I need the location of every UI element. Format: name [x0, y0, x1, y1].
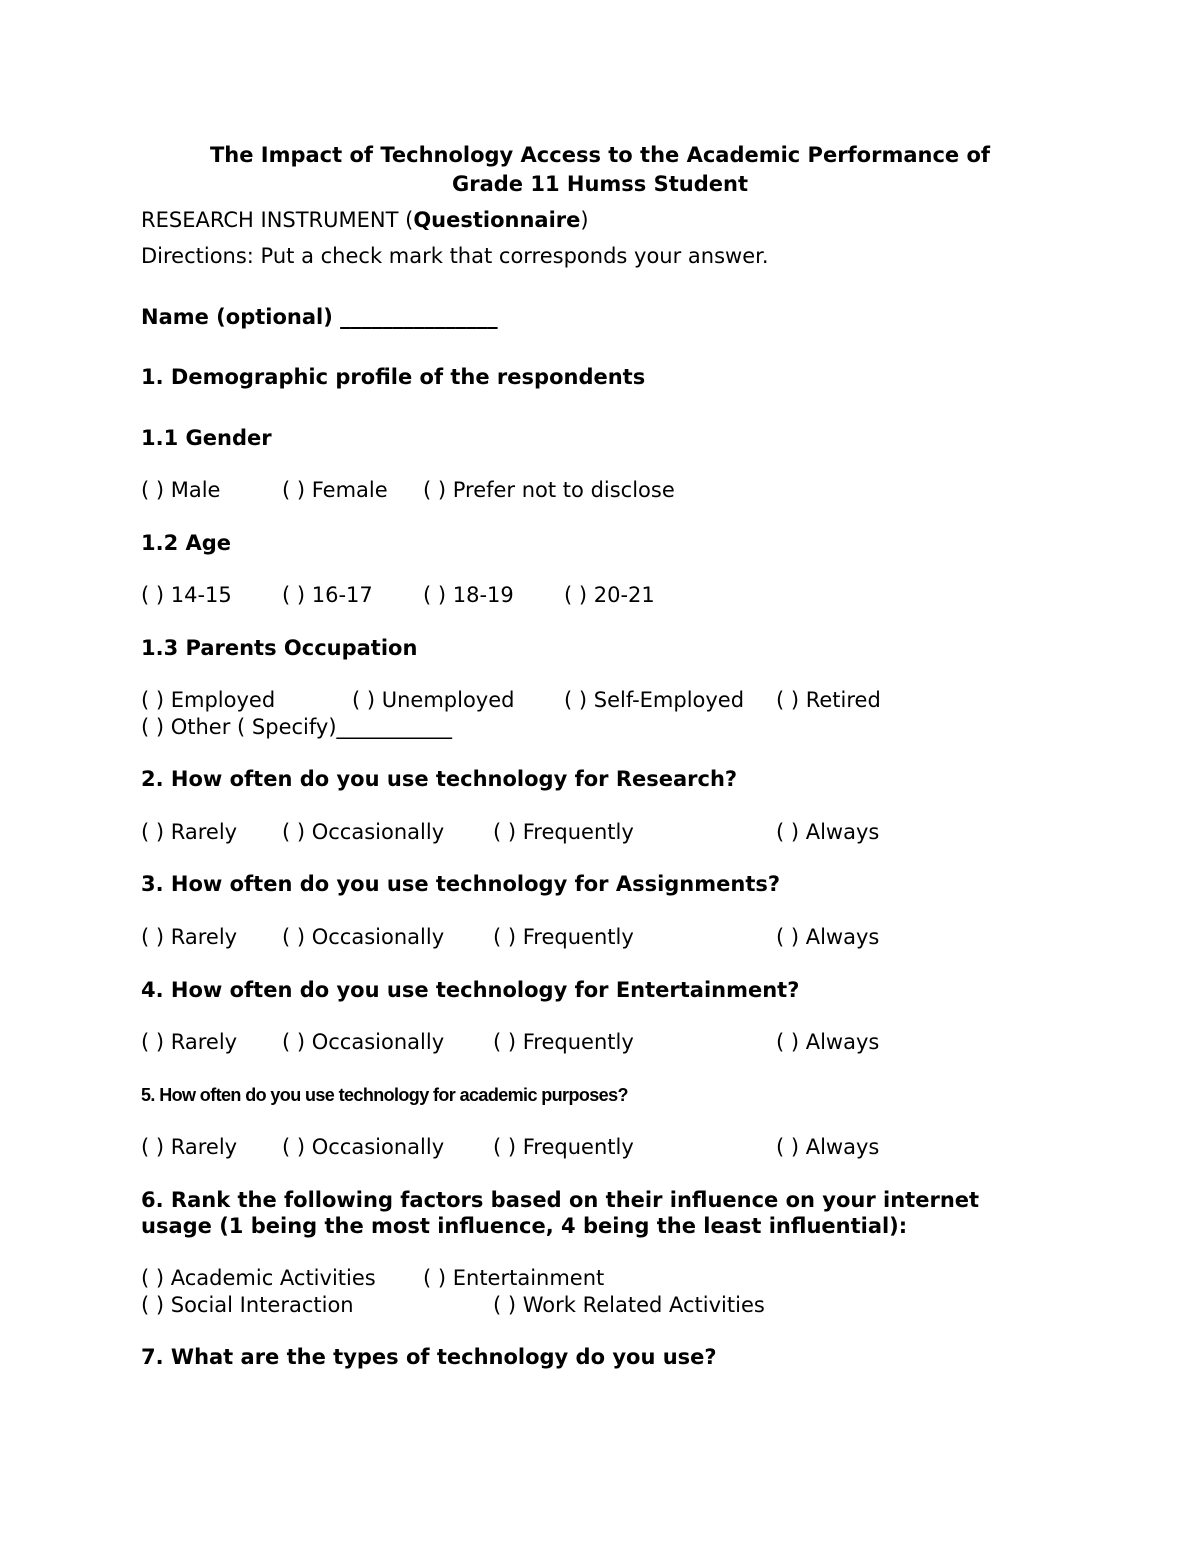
instrument-suffix: ) [580, 208, 589, 232]
q5-option[interactable]: ( ) Frequently [493, 1135, 634, 1159]
occupation-option[interactable]: ( ) Self-Employed [564, 688, 745, 712]
q2-option[interactable]: ( ) Occasionally [282, 820, 445, 844]
age-option[interactable]: ( ) 16-17 [282, 583, 373, 607]
name-field[interactable]: Name (optional) _______________ [141, 305, 498, 329]
instrument-label [141, 207, 589, 233]
instrument-type: Questionnaire [413, 208, 581, 232]
q6-option[interactable]: ( ) Academic Activities [141, 1266, 376, 1290]
q5-option[interactable]: ( ) Always [776, 1135, 880, 1159]
occupation-option[interactable]: ( ) Employed [141, 688, 276, 712]
q4-option[interactable]: ( ) Rarely [141, 1030, 238, 1054]
q6-option[interactable]: ( ) Social Interaction [141, 1293, 354, 1317]
age-option[interactable]: ( ) 14-15 [141, 583, 232, 607]
question-6-line1: 6. Rank the following factors based on their influence on your internet [141, 1188, 980, 1212]
age-heading: 1.2 Age [141, 531, 232, 555]
instrument-prefix: RESEARCH INSTRUMENT ( [141, 208, 414, 232]
q4-option[interactable]: ( ) Frequently [493, 1030, 634, 1054]
q3-option[interactable]: ( ) Always [776, 925, 880, 949]
question-5: 5. How often do you use technology for academic purposes? [141, 1085, 628, 1105]
age-option[interactable]: ( ) 20-21 [564, 583, 655, 607]
directions: Directions: Put a check mark that corresponds your answer. [141, 244, 769, 268]
question-7: 7. What are the types of technology do you use? [141, 1345, 717, 1369]
section-1-heading: 1. Demographic profile of the respondents [141, 365, 646, 389]
q5-option[interactable]: ( ) Rarely [141, 1135, 238, 1159]
age-option[interactable]: ( ) 18-19 [423, 583, 514, 607]
question-6-line2: usage (1 being the most influence, 4 being the least influential): [141, 1214, 908, 1238]
gender-option-female[interactable]: ( ) Female [282, 478, 388, 502]
q4-option[interactable]: ( ) Occasionally [282, 1030, 445, 1054]
question-2: 2. How often do you use technology for Research? [141, 767, 738, 791]
q5-option[interactable]: ( ) Occasionally [282, 1135, 445, 1159]
gender-option-male[interactable]: ( ) Male [141, 478, 221, 502]
occupation-heading: 1.3 Parents Occupation [141, 636, 418, 660]
q2-option[interactable]: ( ) Frequently [493, 820, 634, 844]
q4-option[interactable]: ( ) Always [776, 1030, 880, 1054]
q2-option[interactable]: ( ) Always [776, 820, 880, 844]
q3-option[interactable]: ( ) Frequently [493, 925, 634, 949]
question-4: 4. How often do you use technology for Entertainment? [141, 978, 800, 1002]
q6-option[interactable]: ( ) Work Related Activities [493, 1293, 765, 1317]
occupation-option[interactable]: ( ) Retired [776, 688, 881, 712]
occupation-option[interactable]: ( ) Unemployed [352, 688, 515, 712]
document-title-line1: The Impact of Technology Access to the Academic Performance of [209, 143, 991, 167]
q6-option[interactable]: ( ) Entertainment [423, 1266, 605, 1290]
gender-option-undisclosed[interactable]: ( ) Prefer not to disclose [423, 478, 675, 502]
question-3: 3. How often do you use technology for Assignments? [141, 872, 781, 896]
q2-option[interactable]: ( ) Rarely [141, 820, 238, 844]
document-title-line2: Grade 11 Humss Student [452, 172, 748, 196]
gender-heading: 1.1 Gender [141, 426, 272, 450]
q3-option[interactable]: ( ) Occasionally [282, 925, 445, 949]
occupation-option-other[interactable]: ( ) Other ( Specify)___________ [141, 715, 453, 739]
q3-option[interactable]: ( ) Rarely [141, 925, 238, 949]
